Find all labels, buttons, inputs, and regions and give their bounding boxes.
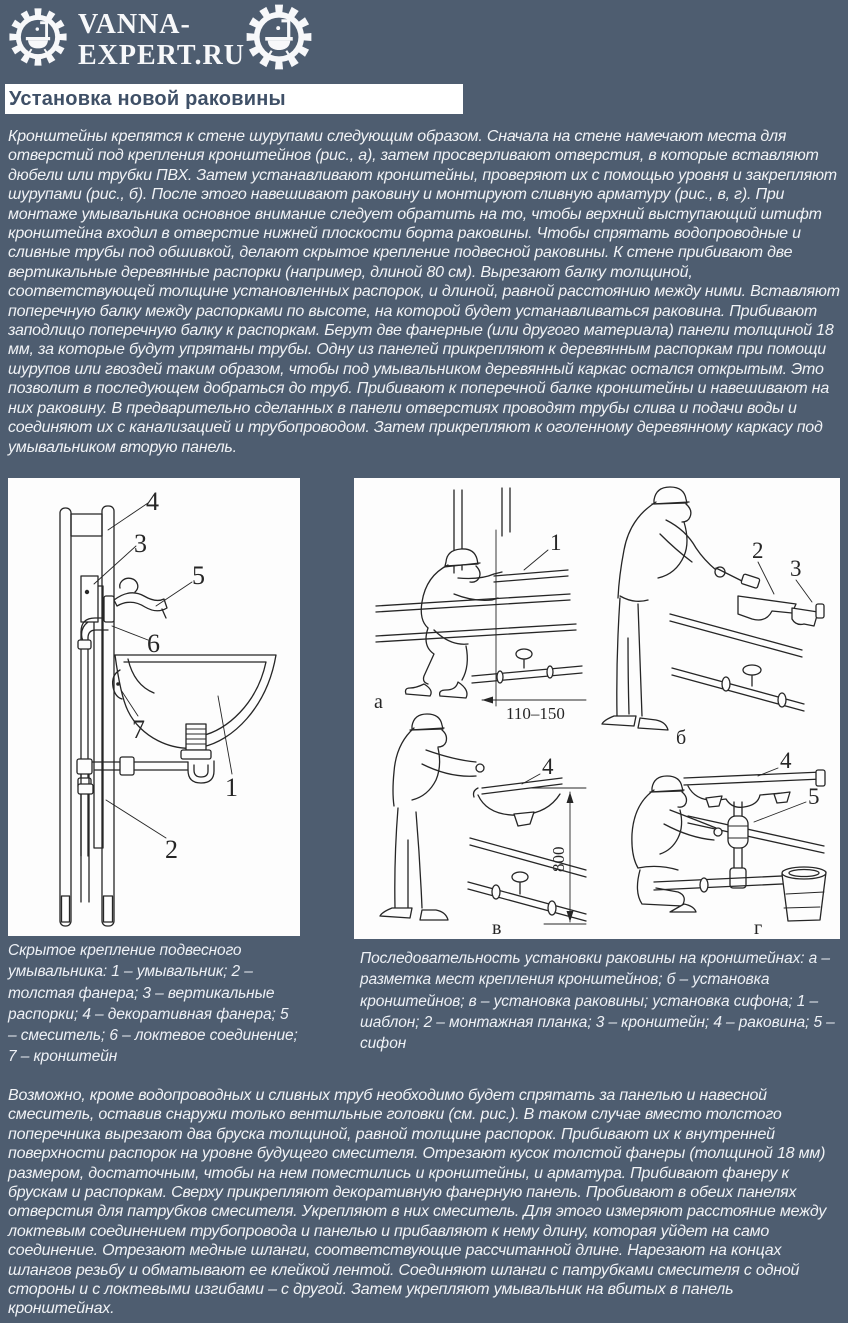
intro-paragraph: Кронштейны крепятся к стене шурупами следующим образом. Сначала на стене намечают места для отверстий под крепления кронштейнов (рис., а), затем просверливают отверстия, в которые вставляют дюбели или трубки ПВХ. Затем устанавливают кронштейны, проверяют их с помощью уровня и закрепляют шурупами (рис., б). После этого навешивают раковину и монтируют сливную арматуру (рис., в, г). При монтаже умывальника основное внимание следует обратить на то, чтобы верхний выступающий штифт кронштейна входил в отверстие нижней плоскости борта раковины. Чтобы спрятать водопроводные и сливные трубы под обшивкой, делают скрытое крепление подвесной раковины. К стене прибивают две вертикальные деревянные распорки (например, длиной 80 см). Вырезают балку толщиной, соответствующей толщине установленных распорок, и длиной, равной расстоянию между ними. Вставляют поперечную балку между распорками по высоте, на которой будет устанавливаться раковина. Прибивают заподлицо поперечную балку к распоркам. Берут две фанерные (или другого материала) панели толщиной 18 мм, за которые будут упрятаны трубы. Одну из панелей прикрепляют к деревянным распоркам при помощи шурупов или гвоздей таким образом, чтобы под умывальником деревянный каркас остался открытым. Это позволит в последующем добраться до труб. Прибивают к поперечной балке кронштейны и навешивают на них раковину. В предварительно сделанных в панели отверстиях проводят трубы слива и подачи воды и соединяют их с канализацией и трубопроводом. Затем прикрепляют к оголенному деревянному каркасу под умывальником вторую панель. (8, 128, 840, 456)
caption-hidden-mounting: Скрытое крепление подвесного умывальника: 1 – умывальник; 2 – толстая фанера; 3 – вертикальные распорки; 4 – декоративная фанера; 5 – смеситель; 6 – локтевое соединение; 7 – кронштейн (8, 942, 298, 1066)
logo-line1: VANNA- (78, 9, 191, 40)
label-7: 7 (132, 715, 145, 744)
figure-installation-sequence (354, 478, 840, 939)
drain-and-trap (77, 724, 214, 902)
worker-kneeling (632, 776, 722, 912)
installation-sequence-drawing (354, 478, 840, 939)
label-4: 4 (146, 487, 159, 516)
caption-installation-sequence: Последовательность установки раковины на кронштейнах: а – разметка мест крепления кронштейнов; б – установка кронштейнов; в – установка раковины; установка сифона; 1 – шаблон; 2 – монтажная планка; 3 – кронштейн; 4 – раковина; 5 – сифон (360, 950, 835, 1053)
panel-a-marking (374, 488, 586, 723)
panel-letter-v: в (492, 917, 502, 939)
label-1: 1 (550, 530, 562, 555)
label-2: 2 (752, 538, 764, 563)
panel-letter-g: г (754, 917, 763, 939)
bracket-plate (81, 576, 98, 648)
label-1: 1 (225, 773, 238, 802)
dimension-110-150: 110–150 (506, 704, 565, 723)
label-6: 6 (147, 629, 160, 658)
panel-letter-b: б (676, 727, 687, 749)
logo-line2: EXPERT.RU (78, 40, 245, 71)
label-5: 5 (192, 561, 205, 590)
label-3: 3 (790, 556, 802, 581)
worker-hammering (602, 487, 760, 730)
dimension-800: 800 (549, 846, 568, 872)
bucket-icon (782, 867, 826, 921)
outro-paragraph: Возможно, кроме водопроводных и сливных труб необходимо будет спрятать за панелью и навесной смеситель, оставив снаружи только вентильные головки (см. рис.). В таком случае вместо толстого поперечника вырезают два бруска толщиной, равной толщине распорок. Прибивают их к внутренней поверхности распорок на уровне будущего смесителя. Отрезают кусок толстой фанеры (толщиной 18 мм) размером, достаточным, чтобы на нем поместились и кронштейны, и арматура. Прибивают фанеру к брускам и распоркам. Сверху прикрепляют декоративную фанерную панель. Пробивают в обеих панелях отверстия для патрубков смесителя. Укрепляют в них смеситель. Для этого измеряют расстояние между локтевым соединением трубопровода и панелью и прибавляют к нему длину, которая уйдет на само соединение. Отрезают медные шланги, соответствующие рассчитанной длине. Нарезают на концах шлангов резьбу и обматывают ее клейкой лентой. Соединяют шланги с патрубками смесителя с одной стороны и с локтевыми изгибами – с другой. Затем укрепляют умывальник на вбитых в панель кронштейнах. (8, 1087, 827, 1318)
hidden-mounting-drawing (8, 478, 300, 936)
title-band (5, 84, 463, 114)
panel-letter-a: а (374, 691, 383, 713)
site-logo[interactable] (0, 0, 400, 80)
label-5: 5 (808, 784, 820, 809)
figure-hidden-mounting (8, 478, 300, 936)
panel-v-sink (380, 714, 586, 939)
label-3: 3 (134, 529, 147, 558)
label-4: 4 (542, 754, 554, 779)
label-4b: 4 (780, 748, 792, 773)
panel-g-siphon (632, 748, 826, 939)
panel-b-brackets (602, 487, 824, 749)
gear-bathtub-icon (245, 3, 313, 71)
gear-bathtub-icon (8, 5, 68, 69)
siphon-trap (728, 802, 748, 888)
page-title: Установка новой раковины (9, 88, 286, 110)
wall-boards (60, 506, 114, 926)
label-2: 2 (165, 835, 178, 864)
logo-text (78, 9, 245, 71)
